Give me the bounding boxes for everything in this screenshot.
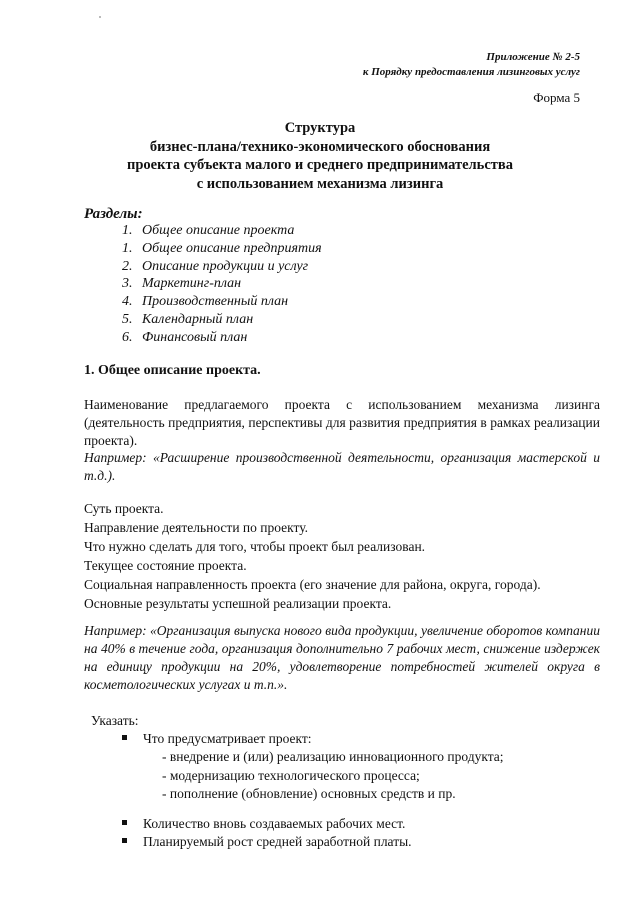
example-paragraph-1: Например: «Расширение производственной деятельности, организация мастерской и т.д.). (84, 450, 600, 483)
section-item: 6. Финансовый план (122, 329, 248, 345)
bullet-item: Что предусматривает проект: (122, 731, 312, 747)
project-item: Социальная направленность проекта (его значение для района, округа, города). (84, 577, 541, 592)
document-title (0, 119, 640, 193)
form-label: Форма 5 (533, 90, 580, 105)
bullet-square-icon (122, 735, 127, 740)
bullet-square-icon (122, 838, 127, 843)
example-paragraph-2: Например: «Организация выпуска нового вида продукции, увеличение оборотов компании на 40% в течение года, организация дополнительно 7 рабочих мест, снижение издержек на единицу продукции на 20%, удовлетворение потребностей жителей округа в косметологических услугах и т.п.». (84, 623, 600, 692)
project-item: Основные результаты успешной реализации проекта. (84, 596, 392, 611)
title-line-1: Структура (284, 120, 356, 136)
title-line-4: с использованием механизма лизинга (196, 175, 444, 192)
appendix-note (363, 50, 580, 80)
specify-label: Указать: (91, 713, 139, 728)
project-item: Направление деятельности по проекту. (84, 520, 309, 535)
project-item: Текущее состояние проекта. (84, 558, 247, 573)
section-item: 1. Общее описание проекта (122, 223, 295, 238)
section-item: 1. Общее описание предприятия (122, 240, 322, 256)
title-line-2: бизнес-плана/технико-экономического обоснования (149, 138, 491, 155)
sub-item: - внедрение и (или) реализацию инновационного продукта; (162, 749, 504, 764)
section-item: 4. Производственный план (122, 294, 289, 310)
title-line-3: проекта субъекта малого и среднего предпринимательства (127, 157, 513, 173)
sections-heading: Разделы: (84, 206, 143, 222)
section-1-heading: 1. Общее описание проекта. (84, 363, 261, 378)
scan-speck (99, 16, 101, 18)
appendix-line-2: к Порядку предоставления лизинговых услуг (362, 66, 580, 78)
sub-item: - модернизацию технологического процесса; (162, 767, 420, 783)
bullet-item: Количество вновь создаваемых рабочих мест. (122, 816, 405, 832)
section-item: 2. Описание продукции и услуг (122, 258, 309, 274)
appendix-line-1: Приложение № 2-5 (486, 51, 580, 63)
bullet-square-icon (122, 820, 127, 825)
project-items (84, 499, 541, 613)
project-item: Суть проекта. (84, 501, 164, 516)
sub-items (162, 748, 504, 804)
project-item: Что нужно сделать для того, чтобы проект был реализован. (84, 539, 426, 554)
bullet-item: Планируемый рост средней заработной платы. (122, 834, 412, 850)
section-item: 5. Календарный план (122, 311, 254, 327)
section-item: 3. Маркетинг-план (122, 276, 242, 292)
sections-list (122, 222, 322, 347)
sub-item: - пополнение (обновление) основных средств и пр. (162, 786, 456, 801)
project-name-paragraph: Наименование предлагаемого проекта с использованием механизма лизинга (деятельность предприятия, перспективы для развития предприятия в рамках реализации проекта). (84, 397, 600, 448)
